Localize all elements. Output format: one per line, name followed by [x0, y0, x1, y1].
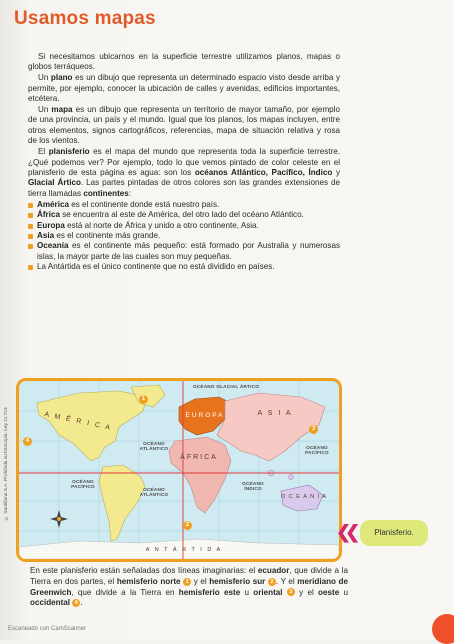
- term-oriental: oriental: [253, 587, 283, 597]
- term-greenwich: meridiano de Greenwich: [30, 576, 348, 597]
- badge-3-inline: 3: [287, 588, 295, 596]
- list-item: [28, 231, 340, 241]
- caption-text: , que divide a la Tierra en dos partes, el: [30, 566, 348, 586]
- label-antartida: A N T Á R T I D A: [145, 547, 223, 553]
- p4-pre: El: [38, 147, 49, 157]
- p4-mid3: . Las partes pintadas de otros colores son las grandes extensiones de tierra llamadas: [28, 178, 341, 198]
- term-hemisferio-sur: hemisferio sur: [209, 576, 266, 586]
- label-pacifico-oeste: OCÉANO PACÍFICO: [71, 479, 95, 490]
- bullet-text: es el continente más pequeño: está formado por Australia y numerosas islas, la mayor parte de las cuales son muy pequeñas.: [37, 241, 340, 261]
- caption-text: u: [339, 587, 348, 597]
- label-atlantico-sur: OCÉANO ATLÁNTICO: [139, 487, 169, 498]
- caption-text: u: [240, 587, 254, 597]
- term-planisferio: planisferio: [48, 147, 90, 157]
- label-africa: ÁFRICA: [180, 454, 218, 461]
- badge-4-inline: 4: [72, 599, 80, 607]
- bullet-text: está al norte de África y unido a otro continente, Asia.: [64, 220, 259, 230]
- term-hemisferio-este: hemisferio este: [178, 587, 241, 597]
- label-glacial-artico: OCÉANO GLACIAL ÁRTICO: [192, 384, 260, 389]
- bullet-text: es el continente más grande.: [54, 230, 161, 240]
- caption-text: .: [80, 598, 83, 608]
- label-america: A M É R I C A: [43, 410, 113, 433]
- body-text: [28, 52, 340, 273]
- bullet-text: se encuentra al este de América, del otro lado del océano Atlántico.: [59, 210, 304, 220]
- world-map: [16, 378, 342, 562]
- list-item: [28, 262, 340, 272]
- continent-list: [28, 200, 340, 273]
- paragraph-4: [28, 147, 340, 199]
- page-title: Usamos mapas: [14, 8, 156, 29]
- term-occidental: occidental: [30, 598, 71, 608]
- badge-1-inline: 1: [183, 578, 191, 586]
- label-indico: OCÉANO ÍNDICO: [242, 481, 264, 492]
- badge-1: 1: [139, 395, 148, 404]
- p3-pre: Un: [38, 105, 52, 115]
- map-explanation: [30, 566, 348, 609]
- bullet-term: África: [37, 210, 60, 220]
- caption-text: En este planisferio están señaladas dos líneas imaginarias: el: [30, 566, 258, 575]
- p4-mid2: y: [332, 167, 341, 177]
- term-continentes: continentes: [83, 188, 129, 198]
- africa-shape: [169, 437, 231, 513]
- bullet-term: América: [37, 199, 69, 209]
- map-caption-tag: Planisferio.: [360, 520, 428, 546]
- paragraph-1-text: Si necesitamos ubicarnos en la superficie terrestre utilizamos planos, mapas o globos terráqueos.: [28, 52, 340, 72]
- label-oceania: O C E A N Í A: [281, 494, 328, 500]
- bullet-term: Europa: [37, 220, 65, 230]
- paragraph-3: [28, 105, 340, 147]
- badge-2: 2: [183, 521, 192, 530]
- list-item: [28, 210, 340, 220]
- badge-2-inline: 2: [268, 578, 276, 586]
- scanner-watermark: Escaneado con CamScanner: [8, 626, 87, 632]
- island-shape: [289, 475, 294, 480]
- term-oceanos: océanos Atlántico, Pacífico, Índico: [194, 167, 333, 177]
- term-ecuador: ecuador: [257, 566, 290, 575]
- badge-4: 4: [23, 437, 32, 446]
- term-mapa: mapa: [51, 105, 73, 115]
- bullet-text: La Antártida es el único continente que no está dividido en países.: [37, 262, 275, 272]
- caption-text: . Y el: [275, 576, 298, 586]
- p4-end: :: [128, 188, 132, 198]
- label-europa: EUROPA: [185, 412, 225, 419]
- term-oeste: oeste: [318, 587, 340, 597]
- p3-post: es un dibujo que representa un territorio de mayor tamaño, por ejemplo de una provincia, un país y el mundo. Igual que los planos, los mapas incluyen, entre otros elementos, signos cartográficos, referencias, mapa de situación relativa y rosa de los vientos.: [28, 105, 340, 146]
- chevron-left-icon: ❮❮: [336, 522, 355, 542]
- list-item: [28, 241, 340, 262]
- bullet-term: Asia: [37, 230, 55, 240]
- list-item: [28, 200, 340, 210]
- badge-3: 3: [309, 425, 318, 434]
- caption-text: y el: [191, 576, 210, 586]
- label-asia: A S I A: [257, 410, 293, 417]
- map-drawing: [19, 381, 339, 559]
- term-glacial: Glacial Ártico: [28, 178, 81, 188]
- caption-text: y el: [294, 587, 319, 597]
- compass-rose: [50, 510, 68, 528]
- term-hemisferio-norte: hemisferio norte: [116, 576, 181, 586]
- p2-post: es un dibujo que representa un determinado espacio visto desde arriba y permite, por ejemplo, conocer la ubicación de calles y avenidas, edificios importantes, etcétera.: [28, 73, 340, 104]
- copyright-note: © Santillana S.A. Prohibida su fotocopia. Ley 11.723: [4, 407, 9, 520]
- label-atlantico-norte: OCÉANO ATLÁNTICO: [139, 441, 169, 452]
- p2-pre: Un: [38, 73, 51, 83]
- bullet-text: es el continente donde está nuestro país.: [68, 199, 220, 209]
- label-pacifico-este: OCÉANO PACÍFICO: [305, 445, 329, 456]
- caption-text: , que divide a la Tierra en: [71, 587, 179, 597]
- list-item: [28, 221, 340, 231]
- south-america-shape: [99, 465, 145, 541]
- paragraph-1: [28, 52, 340, 73]
- term-plano: plano: [50, 73, 73, 83]
- paragraph-2: [28, 73, 340, 104]
- p4-mid: es el mapa del mundo que representa toda la superficie terrestre. ¿Qué podemos ver? Por ejemplo, todo lo que vemos pintado de color celeste en el planisferio de esta página es agua: son los: [28, 147, 340, 177]
- bullet-term: Oceanía: [37, 241, 69, 251]
